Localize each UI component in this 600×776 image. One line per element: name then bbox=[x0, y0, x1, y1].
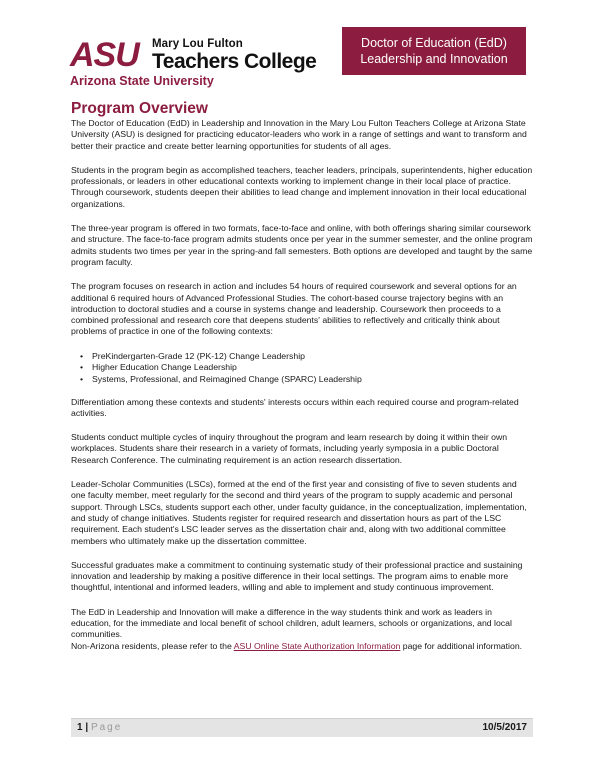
page-separator: | bbox=[85, 722, 89, 733]
list-item: • Higher Education Change Leadership bbox=[92, 362, 533, 374]
paragraph: Students conduct multiple cycles of inquiry throughout the program and learn research by doing it within their own workplaces. Students share their research in a variety of formats, including yearly symposia in a public Doctoral Research Conference. The culminating requirement is an action research dissertation. bbox=[71, 432, 508, 465]
asu-logo-mark: ASU bbox=[70, 36, 139, 74]
final-suffix: page for additional information. bbox=[400, 640, 523, 651]
paragraph: Students in the program begin as accomplished teachers, teacher leaders, principals, superintendents, higher education professionals, or leaders in other educational contexts working to implement change in their local place of practice. Through coursework, students deepen their abilities to lead change and implement innovation in their local educational organizations. bbox=[71, 164, 533, 209]
page-word: Page bbox=[90, 722, 123, 733]
university-name: Arizona State University bbox=[70, 74, 214, 88]
page-header bbox=[0, 0, 600, 100]
paragraph: Successful graduates make a commitment to continuing systematic study of their professional practice and sustaining innovation and leadership by making a positive difference in their local settings. The program aims to enable more thoughtful, intentional and informed leaders, willing and able to implement and study continuous improvement. bbox=[71, 559, 523, 593]
paragraph: Leader-Scholar Communities (LSCs), formed at the end of the first year and consisting of five to seven students and one faculty member, meet regularly for the second and third years of the program to supply academic and personal support. Through LSCs, students support each other, under faculty guidance, in the conceptualization, implementation, and study of change initiatives. Students register for required research and dissertation hours as part of the LSC requirement. Each student's LSC leader serves as the dissertation chair and, along with two additional committee members who ultimately make up the dissertation committee. bbox=[71, 479, 527, 546]
program-title-line1: Doctor of Education (EdD) bbox=[361, 36, 507, 50]
paragraph: The EdD in Leadership and Innovation will make a difference in the way students think and work as leaders in education, for the immediate and local benefit of school children, adult learners, schools or organizations, and local communities. bbox=[71, 606, 512, 640]
asu-teachers-college-logo bbox=[70, 38, 330, 94]
state-authorization-link[interactable]: ASU Online State Authorization Information bbox=[233, 640, 401, 651]
college-name-line1: Mary Lou Fulton bbox=[152, 38, 243, 50]
page-footer bbox=[71, 718, 533, 737]
document-body bbox=[71, 100, 533, 665]
paragraph: Differentiation among these contexts and students' interests occurs within each required course and program-related activities. bbox=[71, 396, 519, 418]
section-heading: Program Overview bbox=[71, 100, 208, 117]
paragraph: The program focuses on research in action and includes 54 hours of required coursework and several options for an additional 6 required hours of Advanced Professional Studies. The cohort-based course trajectory begins with an introduction to doctoral studies and a course in systems change and leadership. Coursework then proceeds to a combined professional and research core that deepens students' abilities to reflectively and critically think about problems of practice in one of the following contexts: bbox=[71, 281, 517, 337]
final-paragraph bbox=[71, 641, 533, 652]
paragraph: The Doctor of Education (EdD) in Leadership and Innovation in the Mary Lou Fulton Teachers College at Arizona State University (ASU) is designed for practicing educator-leaders who work in a range of settings and want to transform and better their practice and create better learning opportunities for students of all ages. bbox=[71, 118, 527, 151]
program-title-line2: Leadership and Innovation bbox=[360, 52, 508, 66]
page-number: 1 bbox=[77, 722, 83, 733]
program-title-box bbox=[342, 27, 526, 75]
college-name-line2: Teachers College bbox=[152, 50, 317, 73]
final-prefix: Non-Arizona residents, please refer to the bbox=[71, 640, 234, 651]
paragraph: The three-year program is offered in two formats, face-to-face and online, with both offerings sharing similar coursework and structure. The face-to-face program admits students once per year in the summer semester, and the online program admits students two times per year in the spring-and fall semesters. Both options are developed and taught by the same program faculty. bbox=[71, 223, 533, 267]
contexts-list bbox=[71, 351, 533, 386]
list-item: • PreKindergarten-Grade 12 (PK-12) Change Leadership bbox=[92, 351, 533, 363]
page-indicator bbox=[77, 722, 122, 733]
list-item: • Systems, Professional, and Reimagined Change (SPARC) Leadership bbox=[92, 374, 533, 386]
document-date: 10/5/2017 bbox=[482, 722, 527, 733]
